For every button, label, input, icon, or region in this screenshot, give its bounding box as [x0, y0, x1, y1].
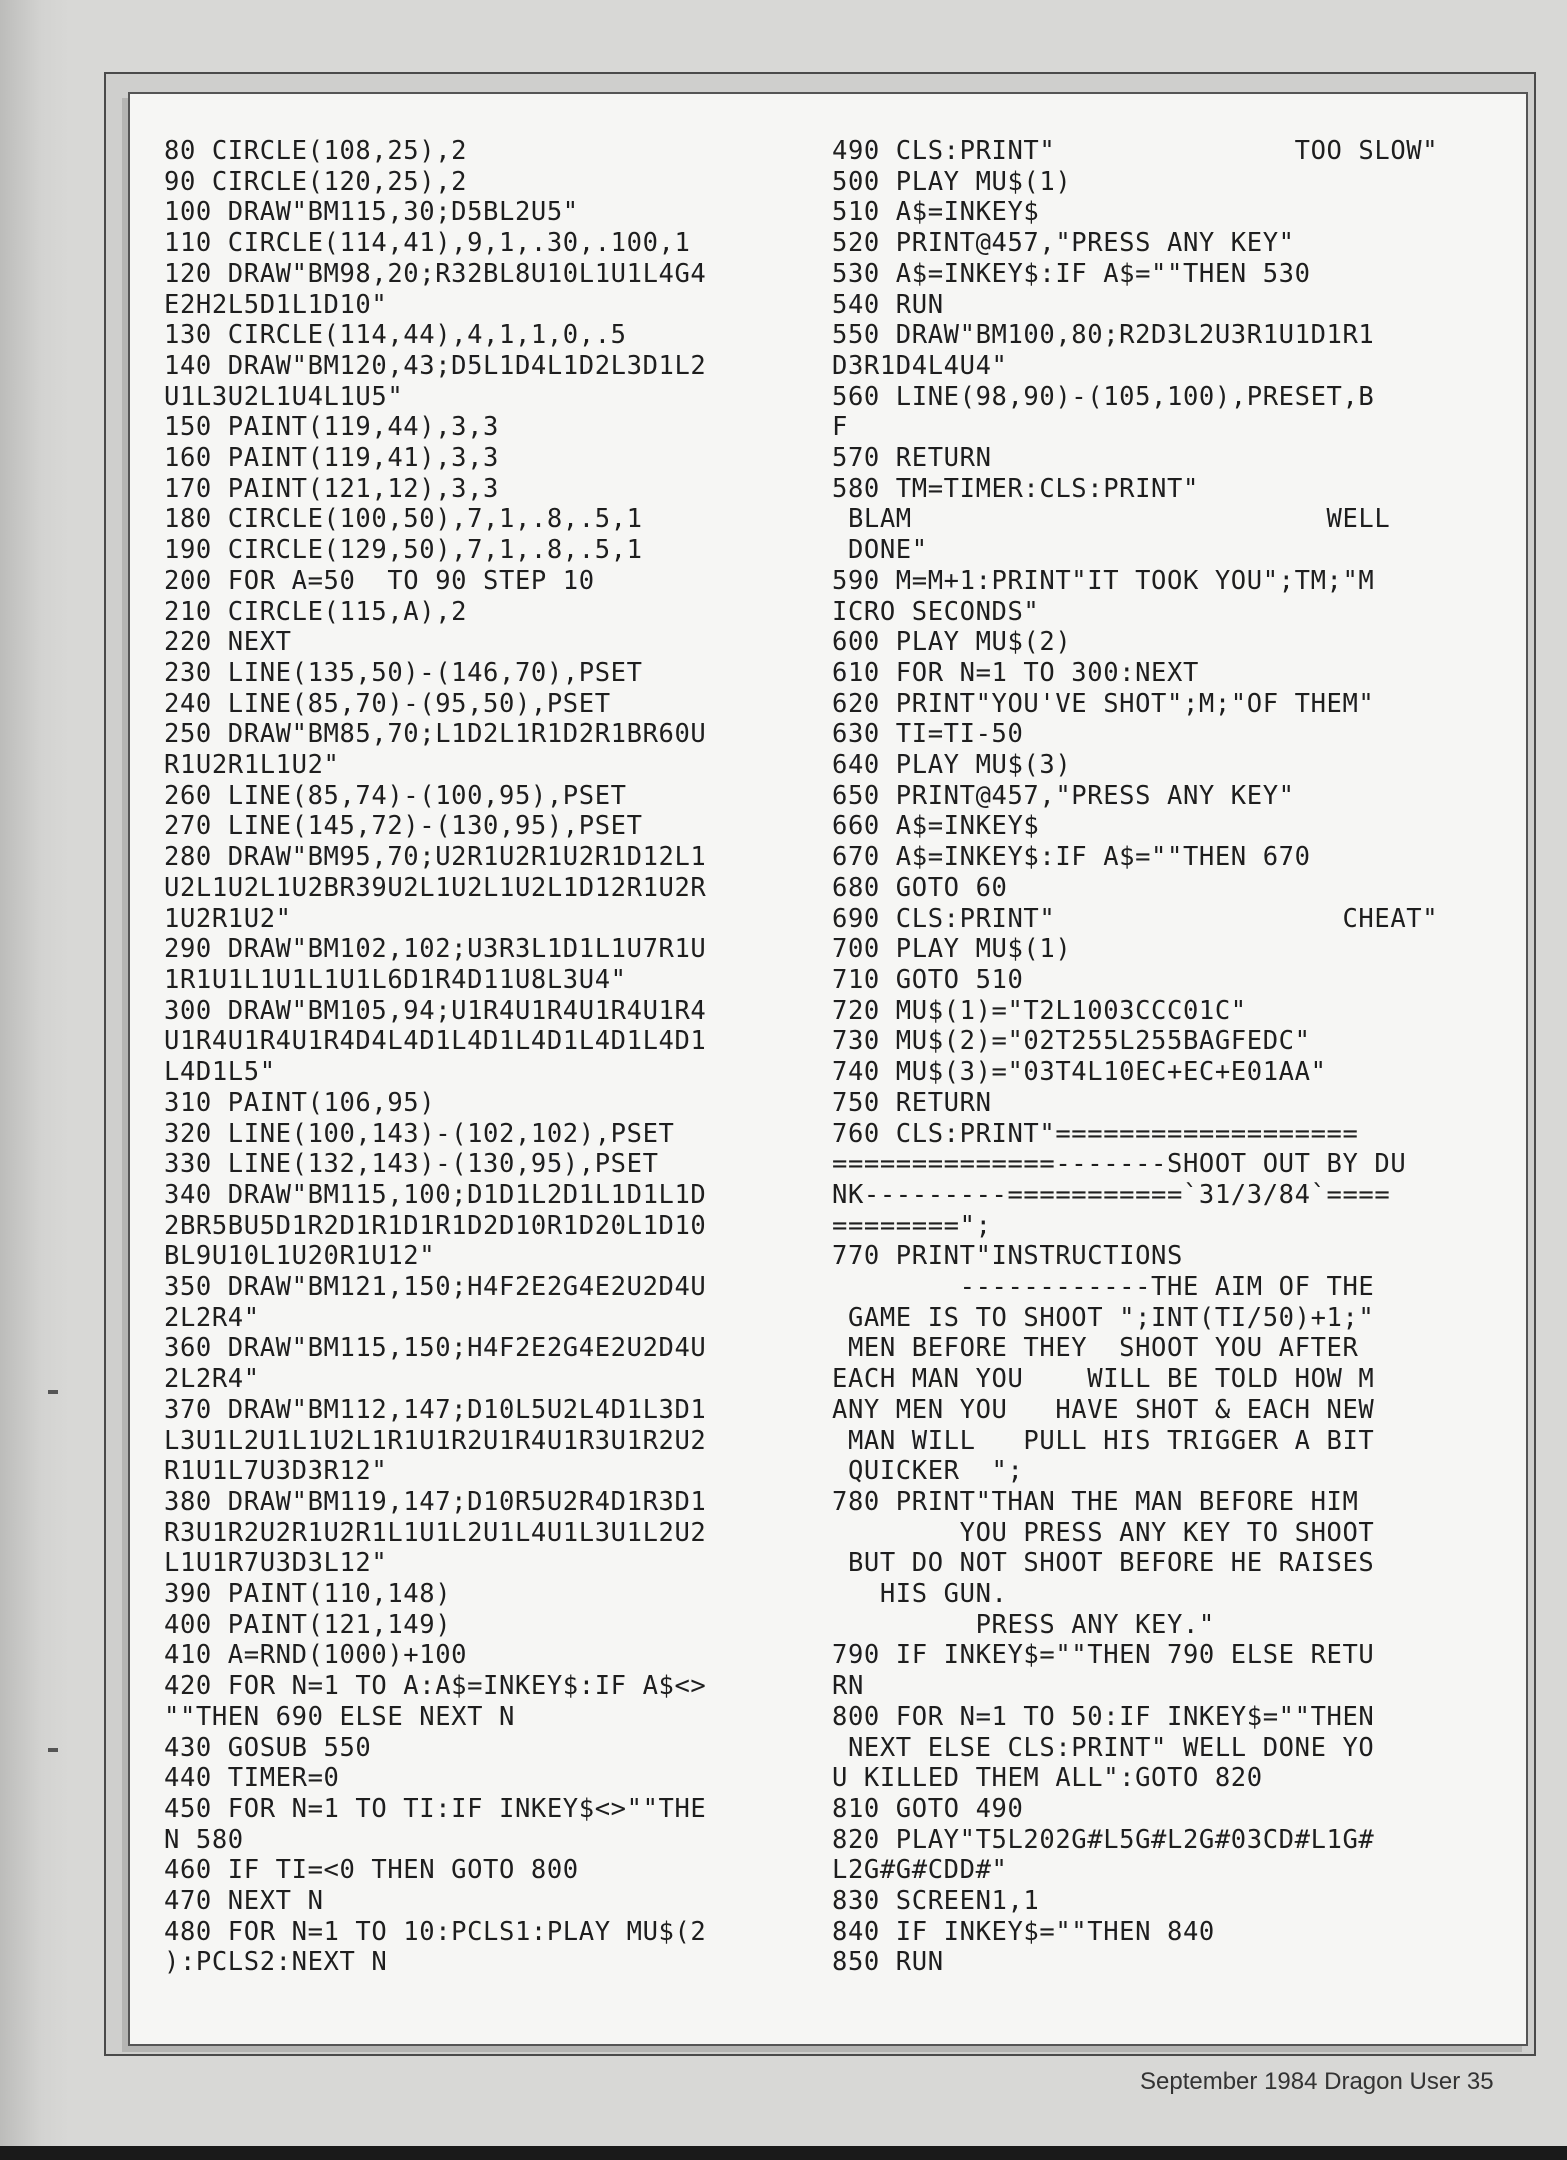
code-line: N 580 [164, 1824, 244, 1855]
code-line: 550 DRAW"BM100,80;R2D3L2U3R1U1D1R1 [832, 320, 1375, 351]
code-line: 250 DRAW"BM85,70;L1D2L1R1D2R1BR60U [164, 719, 707, 750]
code-line: 730 MU$(2)="02T255L255BAGFEDC" [832, 1026, 1311, 1057]
code-line: ANY MEN YOU HAVE SHOT & EACH NEW [832, 1394, 1375, 1425]
code-line: 760 CLS:PRINT"=================== [832, 1118, 1359, 1149]
code-line: 130 CIRCLE(114,44),4,1,1,0,.5 [164, 320, 627, 351]
code-line: 350 DRAW"BM121,150;H4F2E2G4E2U2D4U [164, 1272, 707, 1303]
code-line: 600 PLAY MU$(2) [832, 627, 1072, 658]
code-line: 300 DRAW"BM105,94;U1R4U1R4U1R4U1R4 [164, 995, 707, 1026]
code-line: 660 A$=INKEY$ [832, 811, 1040, 842]
code-line: 680 GOTO 60 [832, 872, 1008, 903]
code-line: 440 TIMER=0 [164, 1763, 340, 1794]
code-line: 690 CLS:PRINT" CHEAT" [832, 903, 1439, 934]
code-line: 530 A$=INKEY$:IF A$=""THEN 530 [832, 258, 1311, 289]
code-line: L4D1L5" [164, 1057, 276, 1088]
code-line: 240 LINE(85,70)-(95,50),PSET [164, 688, 611, 719]
binding-mark [48, 1390, 58, 1394]
code-line: 2L2R4" [164, 1364, 260, 1395]
code-line: R1U2R1L1U2" [164, 750, 340, 781]
code-line: BUT DO NOT SHOOT BEFORE HE RAISES [832, 1548, 1375, 1579]
code-line: 160 PAINT(119,41),3,3 [164, 443, 499, 474]
code-line: 790 IF INKEY$=""THEN 790 ELSE RETU [832, 1640, 1375, 1671]
code-line: 110 CIRCLE(114,41),9,1,.30,.100,1 [164, 228, 691, 259]
code-line: 380 DRAW"BM119,147;D10R5U2R4D1R3D1 [164, 1486, 707, 1517]
code-line: 780 PRINT"THAN THE MAN BEFORE HIM [832, 1486, 1359, 1517]
code-line: BL9U10L1U20R1U12" [164, 1241, 436, 1272]
code-line: 150 PAINT(119,44),3,3 [164, 412, 499, 443]
code-line: 260 LINE(85,74)-(100,95),PSET [164, 780, 627, 811]
code-line: 810 GOTO 490 [832, 1793, 1024, 1824]
code-line: MAN WILL PULL HIS TRIGGER A BIT [832, 1425, 1375, 1456]
code-line: 1U2R1U2" [164, 903, 292, 934]
code-line: ------------THE AIM OF THE [832, 1272, 1375, 1303]
code-line: 390 PAINT(110,148) [164, 1579, 452, 1610]
code-line: 290 DRAW"BM102,102;U3R3L1D1L1U7R1U [164, 934, 707, 965]
code-line: 720 MU$(1)="T2L1003CCC01C" [832, 995, 1247, 1026]
binding-mark [48, 1748, 58, 1752]
code-line: BLAM WELL [832, 504, 1391, 535]
code-line: 500 PLAY MU$(1) [832, 166, 1072, 197]
code-line: EACH MAN YOU WILL BE TOLD HOW M [832, 1364, 1375, 1395]
code-line: 90 CIRCLE(120,25),2 [164, 166, 468, 197]
code-line: 320 LINE(100,143)-(102,102),PSET [164, 1118, 675, 1149]
scan-edge [0, 2146, 1567, 2160]
code-line: 620 PRINT"YOU'VE SHOT";M;"OF THEM" [832, 688, 1375, 719]
code-line: 220 NEXT [164, 627, 292, 658]
code-line: L1U1R7U3D3L12" [164, 1548, 388, 1579]
listing-column-left [164, 136, 804, 1978]
code-line: 140 DRAW"BM120,43;D5L1D4L1D2L3D1L2 [164, 350, 707, 381]
code-line: 200 FOR A=50 TO 90 STEP 10 [164, 565, 595, 596]
code-line: 170 PAINT(121,12),3,3 [164, 473, 499, 504]
code-line: 630 TI=TI-50 [832, 719, 1024, 750]
code-line: 710 GOTO 510 [832, 964, 1024, 995]
code-line: 270 LINE(145,72)-(130,95),PSET [164, 811, 643, 842]
code-line: 490 CLS:PRINT" TOO SLOW" [832, 136, 1439, 166]
code-line: 230 LINE(135,50)-(146,70),PSET [164, 657, 643, 688]
code-line: 180 CIRCLE(100,50),7,1,.8,.5,1 [164, 504, 643, 535]
listing-panel [128, 92, 1528, 2046]
code-line: 310 PAINT(106,95) [164, 1087, 436, 1118]
code-line: 2BR5BU5D1R2D1R1D1R1D2D10R1D20L1D10 [164, 1210, 707, 1241]
code-line: 340 DRAW"BM115,100;D1D1L2D1L1D1L1D [164, 1179, 707, 1210]
code-line: ):PCLS2:NEXT N [164, 1947, 388, 1978]
code-line: 510 A$=INKEY$ [832, 197, 1040, 228]
code-line: 430 GOSUB 550 [164, 1732, 372, 1763]
code-line: NEXT ELSE CLS:PRINT" WELL DONE YO [832, 1732, 1375, 1763]
code-line: RN [832, 1671, 864, 1702]
code-line: 520 PRINT@457,"PRESS ANY KEY" [832, 228, 1295, 259]
listing-column-right [832, 136, 1512, 1978]
code-line: YOU PRESS ANY KEY TO SHOOT [832, 1517, 1375, 1548]
code-line: PRESS ANY KEY." [832, 1609, 1215, 1640]
code-line: U2L1U2L1U2BR39U2L1U2L1U2L1D12R1U2R [164, 872, 707, 903]
code-line: E2H2L5D1L1D10" [164, 289, 388, 320]
code-line: L2G#G#CDD#" [832, 1855, 1008, 1886]
code-line: U1L3U2L1U4L1U5" [164, 381, 404, 412]
code-line: 580 TM=TIMER:CLS:PRINT" [832, 473, 1199, 504]
code-line: 540 RUN [832, 289, 944, 320]
code-line: ==============-------SHOOT OUT BY DU [832, 1149, 1407, 1180]
code-line: GAME IS TO SHOOT ";INT(TI/50)+1;" [832, 1302, 1375, 1333]
code-line: R1U1L7U3D3R12" [164, 1456, 388, 1487]
code-line: F [832, 412, 848, 443]
code-line: 830 SCREEN1,1 [832, 1886, 1040, 1917]
page-footer: September 1984 Dragon User 35 [1140, 2068, 1494, 2095]
code-line: 280 DRAW"BM95,70;U2R1U2R1U2R1D12L1 [164, 842, 707, 873]
code-line: 190 CIRCLE(129,50),7,1,.8,.5,1 [164, 535, 643, 566]
code-line: 410 A=RND(1000)+100 [164, 1640, 468, 1671]
code-line: 820 PLAY"T5L202G#L5G#L2G#03CD#L1G# [832, 1824, 1375, 1855]
code-line: U1R4U1R4U1R4D4L4D1L4D1L4D1L4D1L4D1 [164, 1026, 707, 1057]
code-line: 80 CIRCLE(108,25),2 [164, 136, 468, 166]
code-line: NK---------===========`31/3/84`==== [832, 1179, 1391, 1210]
code-line: 470 NEXT N [164, 1886, 324, 1917]
code-line: 210 CIRCLE(115,A),2 [164, 596, 468, 627]
code-line: HIS GUN. [832, 1579, 1008, 1610]
code-line: ========"; [832, 1210, 992, 1241]
code-line: 750 RETURN [832, 1087, 992, 1118]
code-line: R3U1R2U2R1U2R1L1U1L2U1L4U1L3U1L2U2 [164, 1517, 707, 1548]
code-line: U KILLED THEM ALL":GOTO 820 [832, 1763, 1263, 1794]
code-line: 420 FOR N=1 TO A:A$=INKEY$:IF A$<> [164, 1671, 707, 1702]
code-line: 560 LINE(98,90)-(105,100),PRESET,B [832, 381, 1375, 412]
code-line: 770 PRINT"INSTRUCTIONS [832, 1241, 1183, 1272]
code-line: 590 M=M+1:PRINT"IT TOOK YOU";TM;"M [832, 565, 1375, 596]
code-line: 650 PRINT@457,"PRESS ANY KEY" [832, 780, 1295, 811]
code-line: 700 PLAY MU$(1) [832, 934, 1072, 965]
code-line: 100 DRAW"BM115,30;D5BL2U5" [164, 197, 579, 228]
code-line: 450 FOR N=1 TO TI:IF INKEY$<>""THE [164, 1793, 707, 1824]
code-line: 360 DRAW"BM115,150;H4F2E2G4E2U2D4U [164, 1333, 707, 1364]
code-line: 740 MU$(3)="03T4L10EC+EC+E01AA" [832, 1057, 1327, 1088]
code-line: 400 PAINT(121,149) [164, 1609, 452, 1640]
page-gutter-shadow [0, 0, 70, 2160]
code-line: 370 DRAW"BM112,147;D10L5U2L4D1L3D1 [164, 1394, 707, 1425]
code-line: QUICKER "; [832, 1456, 1024, 1487]
code-line: ""THEN 690 ELSE NEXT N [164, 1701, 515, 1732]
code-line: DONE" [832, 535, 928, 566]
code-line: 800 FOR N=1 TO 50:IF INKEY$=""THEN [832, 1701, 1375, 1732]
code-line: 120 DRAW"BM98,20;R32BL8U10L1U1L4G4 [164, 258, 707, 289]
code-line: 480 FOR N=1 TO 10:PCLS1:PLAY MU$(2 [164, 1916, 707, 1947]
code-line: 840 IF INKEY$=""THEN 840 [832, 1916, 1215, 1947]
code-line: 2L2R4" [164, 1302, 260, 1333]
code-line: D3R1D4L4U4" [832, 350, 1008, 381]
code-line: 330 LINE(132,143)-(130,95),PSET [164, 1149, 659, 1180]
code-line: 1R1U1L1U1L1U1L6D1R4D11U8L3U4" [164, 964, 627, 995]
code-line: 850 RUN [832, 1947, 944, 1978]
code-line: 670 A$=INKEY$:IF A$=""THEN 670 [832, 842, 1311, 873]
code-line: 460 IF TI=<0 THEN GOTO 800 [164, 1855, 579, 1886]
code-line: 640 PLAY MU$(3) [832, 750, 1072, 781]
code-line: L3U1L2U1L1U2L1R1U1R2U1R4U1R3U1R2U2 [164, 1425, 707, 1456]
code-line: 570 RETURN [832, 443, 992, 474]
code-line: 610 FOR N=1 TO 300:NEXT [832, 657, 1199, 688]
code-line: ICRO SECONDS" [832, 596, 1040, 627]
code-line: MEN BEFORE THEY SHOOT YOU AFTER [832, 1333, 1359, 1364]
